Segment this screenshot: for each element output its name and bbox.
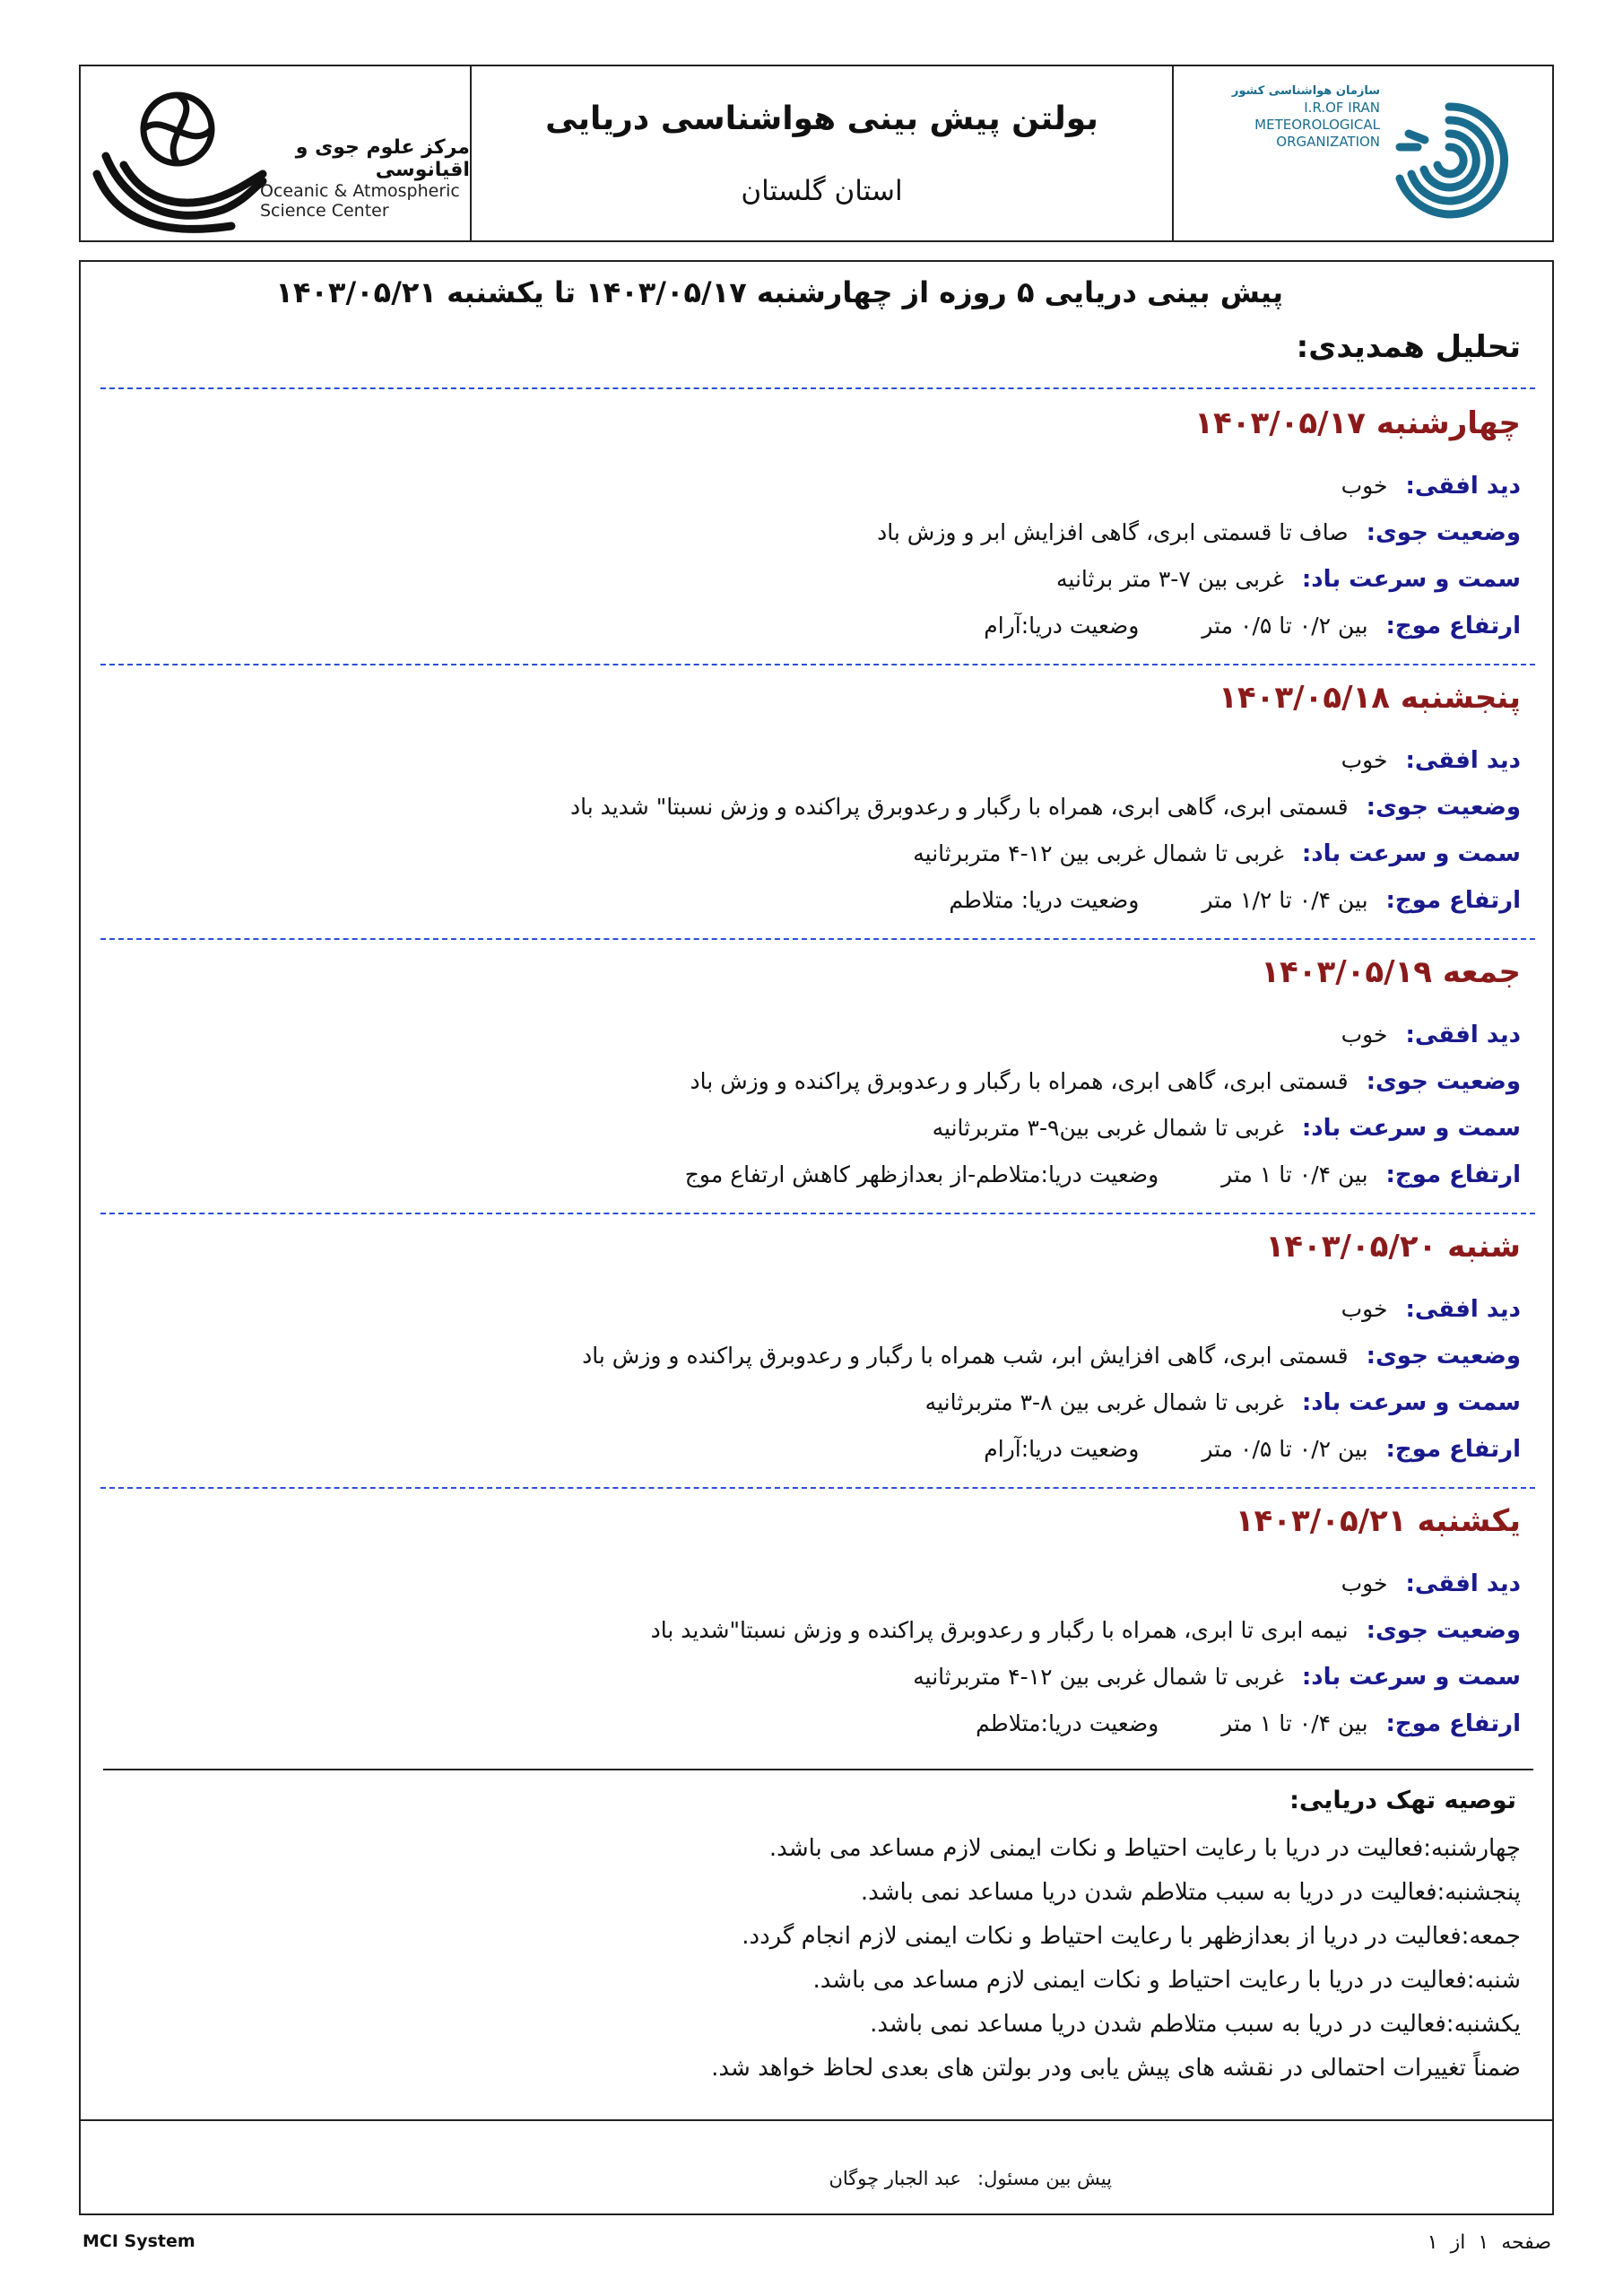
advice-line: جمعه:فعالیت در دریا از بعدازظهر با رعایت احتیاط و نکات ایمنی لازم انجام گردد. — [742, 1923, 1521, 1950]
visibility-value: خوب — [1341, 1022, 1388, 1048]
visibility-row — [100, 1012, 1521, 1058]
wave-label: ارتفاع موج: — [1385, 887, 1521, 914]
weather-row — [100, 784, 1521, 831]
day-forecast-3 — [100, 952, 1521, 1198]
visibility-value: خوب — [1341, 747, 1388, 773]
visibility-label: دید افقی: — [1405, 473, 1521, 500]
wind-label: سمت و سرعت باد: — [1301, 1389, 1521, 1416]
section-divider — [100, 1213, 1535, 1214]
synoptic-heading: تحلیل همدیدی: — [1296, 329, 1521, 365]
oasc-name-en1: Oceanic & Atmospheric — [260, 181, 460, 201]
irimo-org-text — [1174, 83, 1380, 151]
section-divider — [100, 387, 1535, 389]
wave-value: بین ۰/۴ تا ۱ متر — [1221, 1710, 1368, 1736]
weather-label: وضعیت جوی: — [1366, 519, 1521, 546]
weather-value: قسمتی ابری، گاهی ابری، همراه با رگبار و رعدوبرق پراکنده و وزش باد — [690, 1068, 1349, 1094]
section-divider — [100, 664, 1535, 665]
visibility-value: خوب — [1341, 473, 1388, 499]
oasc-cell — [81, 66, 470, 240]
wave-row — [100, 877, 1521, 924]
wind-row — [100, 1379, 1521, 1426]
wave-label: ارتفاع موج: — [1385, 1161, 1521, 1188]
page-number — [1415, 2231, 1551, 2254]
day-title: یکشنبه ۱۴۰۳/۰۵/۲۱ — [1235, 1503, 1521, 1539]
visibility-label: دید افقی: — [1405, 747, 1521, 774]
oasc-name-fa: مرکز علوم جوی و اقیانوسی — [295, 136, 470, 181]
weather-label: وضعیت جوی: — [1366, 794, 1521, 821]
irimo-name-en1: I.R.OF IRAN — [1304, 100, 1381, 116]
day-title: پنجشنبه ۱۴۰۳/۰۵/۱۸ — [1219, 680, 1521, 716]
weather-row — [100, 1058, 1521, 1105]
forecast-panel — [79, 260, 1554, 2121]
forecast-title: پیش بینی دریایی ۵ روزه از چهارشنبه ۱۴۰۳/۰۵/۱۷ تا یکشنبه ۱۴۰۳/۰۵/۲۱ — [275, 275, 1283, 309]
oasc-name-en2: Science Center — [260, 201, 389, 221]
visibility-label: دید افقی: — [1405, 1296, 1521, 1323]
visibility-label: دید افقی: — [1405, 1570, 1521, 1597]
bulletin-header — [79, 65, 1554, 242]
advice-divider — [103, 1769, 1533, 1770]
wind-label: سمت و سرعت باد: — [1301, 1115, 1521, 1142]
visibility-row — [100, 1561, 1521, 1607]
irimo-cell — [1172, 66, 1552, 240]
wind-label: سمت و سرعت باد: — [1301, 1664, 1521, 1691]
weather-label: وضعیت جوی: — [1366, 1068, 1521, 1095]
weather-row — [100, 509, 1521, 556]
wind-value: غربی تا شمال غربی بین ۱۲-۴ متربرثانیه — [913, 840, 1284, 866]
weather-value: صاف تا قسمتی ابری، گاهی افزایش ابر و وزش باد — [877, 519, 1349, 545]
visibility-row — [100, 463, 1521, 509]
sea-state-value: وضعیت دریا:متلاطم-از بعدازظهر کاهش ارتفاع موج — [684, 1161, 1159, 1187]
wind-label: سمت و سرعت باد: — [1301, 566, 1521, 593]
wave-value: بین ۰/۲ تا ۰/۵ متر — [1202, 1436, 1368, 1462]
wind-value: غربی تا شمال غربی بین ۸-۳ متربرثانیه — [924, 1389, 1284, 1415]
signature-box — [79, 2121, 1554, 2215]
day-forecast-1 — [100, 404, 1521, 649]
weather-value: قسمتی ابری، گاهی افزایش ابر، شب همراه با رگبار و رعدوبرق پراکنده و وزش باد — [582, 1343, 1349, 1369]
wind-label: سمت و سرعت باد: — [1301, 840, 1521, 867]
advice-line: یکشنبه:فعالیت در دریا به سبب متلاطم شدن دریا مساعد نمی باشد. — [870, 2011, 1521, 2038]
page-label: صفحه — [1501, 2231, 1551, 2254]
day-forecast-4 — [100, 1227, 1521, 1473]
irimo-name-en2: METEOROLOGICAL — [1254, 117, 1381, 133]
visibility-row — [100, 1286, 1521, 1333]
wave-value: بین ۰/۴ تا ۱ متر — [1221, 1161, 1368, 1187]
visibility-value: خوب — [1341, 1296, 1388, 1322]
wind-value: غربی بین ۷-۳ متر برثانیه — [1056, 566, 1284, 592]
section-divider — [100, 938, 1535, 940]
sea-state-value: وضعیت دریا:آرام — [984, 1436, 1140, 1462]
province-name: استان گلستان — [741, 174, 903, 207]
page-total: ۱ — [1427, 2231, 1438, 2254]
weather-row — [100, 1607, 1521, 1654]
day-title: چهارشنبه ۱۴۰۳/۰۵/۱۷ — [1194, 405, 1521, 441]
oasc-logo-icon — [88, 75, 267, 237]
day-title: شنبه ۱۴۰۳/۰۵/۲۰ — [1265, 1229, 1521, 1265]
wave-label: ارتفاع موج: — [1385, 613, 1521, 639]
system-label: MCI System — [82, 2231, 195, 2251]
advice-line: شنبه:فعالیت در دریا با رعایت احتیاط و نکات ایمنی لازم مساعد می باشد. — [812, 1967, 1521, 1994]
wind-row — [100, 1105, 1521, 1152]
wave-row — [100, 1700, 1521, 1747]
visibility-value: خوب — [1341, 1570, 1388, 1596]
irimo-name-fa: سازمان هواشناسی کشور — [1231, 84, 1381, 98]
advice-list — [711, 1827, 1521, 2091]
advice-line: پنجشنبه:فعالیت در دریا به سبب متلاطم شدن دریا مساعد نمی باشد. — [860, 1879, 1521, 1906]
day-title: جمعه ۱۴۰۳/۰۵/۱۹ — [1261, 954, 1521, 990]
wave-label: ارتفاع موج: — [1385, 1436, 1521, 1463]
weather-label: وضعیت جوی: — [1366, 1343, 1521, 1370]
irimo-logo-icon — [1382, 93, 1516, 228]
wave-label: ارتفاع موج: — [1385, 1710, 1521, 1737]
wave-value: بین ۰/۲ تا ۰/۵ متر — [1202, 613, 1368, 639]
bulletin-title: بولتن پیش بینی هواشناسی دریایی — [545, 100, 1098, 137]
header-title-cell — [470, 66, 1172, 240]
day-forecast-5 — [100, 1501, 1521, 1747]
advice-line: ضمناً تغییرات احتمالی در نقشه های پیش یابی ودر بولتن های بعدی لحاظ خواهد شد. — [711, 2055, 1521, 2082]
day-forecast-2 — [100, 678, 1521, 924]
irimo-name-en3: ORGANIZATION — [1276, 134, 1381, 150]
page-of: از — [1450, 2231, 1466, 2254]
wind-row — [100, 1654, 1521, 1700]
weather-row — [100, 1333, 1521, 1379]
visibility-row — [100, 737, 1521, 784]
sea-state-value: وضعیت دریا:آرام — [984, 613, 1140, 639]
forecaster-label: پیش بین مسئول: — [977, 2168, 1112, 2189]
wave-row — [100, 603, 1521, 649]
wind-row — [100, 831, 1521, 877]
forecaster-line — [829, 2168, 1112, 2189]
visibility-label: دید افقی: — [1405, 1022, 1521, 1048]
wind-value: غربی تا شمال غربی بین ۱۲-۴ متربرثانیه — [913, 1664, 1284, 1690]
page-current: ۱ — [1478, 2231, 1489, 2254]
sea-state-value: وضعیت دریا: متلاطم — [949, 887, 1140, 913]
oasc-name-en — [260, 181, 460, 221]
wave-row — [100, 1152, 1521, 1198]
sea-state-value: وضعیت دریا:متلاطم — [976, 1710, 1159, 1736]
advice-heading: توصیه تهک دریایی: — [1289, 1787, 1516, 1814]
wind-row — [100, 556, 1521, 603]
wave-value: بین ۰/۴ تا ۱/۲ متر — [1202, 887, 1368, 913]
weather-value: نیمه ابری تا ابری، همراه با رگبار و رعدوبرق پراکنده و وزش نسبتا"شدید باد — [650, 1617, 1349, 1643]
section-divider — [100, 1487, 1535, 1489]
advice-line: چهارشنبه:فعالیت در دریا با رعایت احتیاط و نکات ایمنی لازم مساعد می باشد. — [768, 1835, 1521, 1862]
weather-value: قسمتی ابری، گاهی ابری، همراه با رگبار و رعدوبرق پراکنده و وزش نسبتا" شدید باد — [569, 794, 1349, 820]
forecaster-name: عبد الجبار چوگان — [829, 2168, 962, 2189]
wave-row — [100, 1426, 1521, 1473]
weather-label: وضعیت جوی: — [1366, 1617, 1521, 1644]
wind-value: غربی تا شمال غربی بین۹-۳ متربرثانیه — [932, 1115, 1284, 1141]
